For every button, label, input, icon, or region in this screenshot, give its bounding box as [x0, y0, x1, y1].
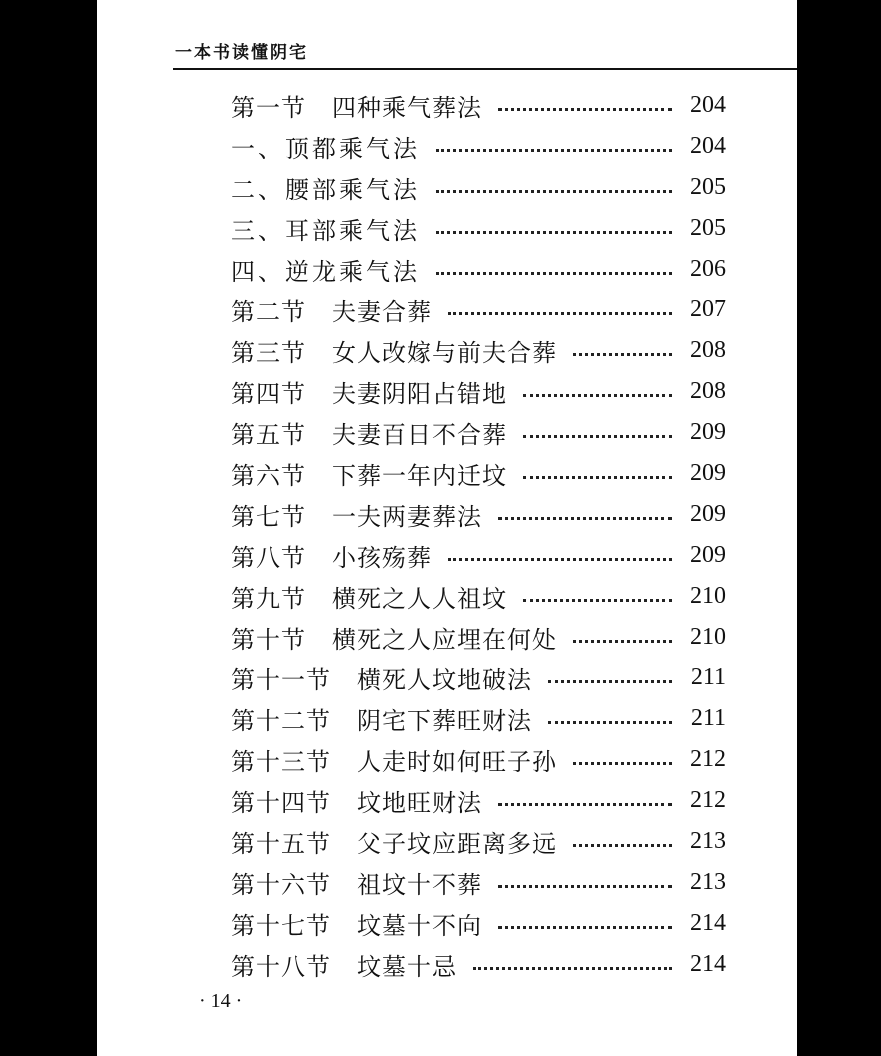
toc-dot-leader: [548, 680, 672, 683]
toc-entry-page: 214: [690, 950, 726, 977]
toc-entry-page: 210: [690, 623, 726, 650]
toc-entry-page: 212: [690, 787, 726, 814]
toc-dot-leader: [498, 108, 672, 111]
toc-entry-number: 第四节: [231, 380, 306, 409]
toc-entry: [231, 371, 726, 412]
toc-entry: [231, 862, 726, 903]
toc-entry-number: 第八节: [231, 543, 306, 572]
toc-entry: [231, 167, 726, 208]
toc-entry: [231, 617, 726, 658]
toc-dot-leader: [523, 394, 672, 397]
toc-dot-leader: [573, 353, 672, 356]
toc-entry: [231, 576, 726, 617]
toc-dot-leader: [498, 803, 672, 806]
toc-entry-number: 第二节: [231, 298, 306, 327]
toc-entry-title: 坟地旺财法: [357, 789, 482, 818]
toc-entry: [231, 249, 726, 290]
toc-dot-leader: [573, 844, 672, 847]
toc-dot-leader: [448, 312, 672, 315]
toc-entry-title: 女人改嫁与前夫合葬: [332, 339, 557, 368]
toc-entry-title: 横死人坟地破法: [357, 666, 532, 695]
toc-entry-page: 210: [690, 582, 726, 609]
toc-entry-title: 小孩殇葬: [332, 543, 432, 572]
toc-entry-title: 三、耳部乘气法: [231, 216, 420, 245]
toc-entry-page: 209: [690, 541, 726, 568]
toc-dot-leader: [573, 762, 672, 765]
toc-entry-title: 夫妻阴阳占错地: [332, 380, 507, 409]
toc-entry-page: 206: [690, 255, 726, 282]
page-number: · 14 ·: [199, 990, 243, 1012]
toc-entry-page: 205: [690, 173, 726, 200]
toc-entry-title: 坟墓十不向: [357, 911, 482, 940]
toc-entry: [231, 698, 726, 739]
toc-entry-title: 夫妻合葬: [332, 298, 432, 327]
toc-dot-leader: [523, 476, 672, 479]
toc-entry: [231, 126, 726, 167]
toc-dot-leader: [523, 435, 672, 438]
toc-entry: [231, 903, 726, 944]
toc-entry-number: 第五节: [231, 421, 306, 450]
toc-entry-page: 204: [690, 132, 726, 159]
toc-entry-page: 212: [690, 746, 726, 773]
toc-entry-title: 四种乘气葬法: [332, 93, 482, 122]
toc-entry-number: 第十六节: [231, 870, 331, 899]
toc-dot-leader: [436, 231, 672, 234]
toc-entry-number: 第十节: [231, 625, 306, 654]
toc-dot-leader: [436, 272, 672, 275]
toc-entry: [231, 657, 726, 698]
toc-entry: [231, 821, 726, 862]
toc-dot-leader: [498, 517, 672, 520]
toc-dot-leader: [498, 885, 672, 888]
toc-entry-number: 第十二节: [231, 707, 331, 736]
toc-entry-title: 下葬一年内迁坟: [332, 461, 507, 490]
toc-entry-page: 208: [690, 337, 726, 364]
toc-entry: [231, 494, 726, 535]
toc-dot-leader: [436, 149, 672, 152]
toc-entry-page: 211: [690, 664, 726, 691]
running-header: 一本书读懂阴宅: [175, 43, 308, 63]
toc-entry-page: 207: [690, 296, 726, 323]
toc-entry-title: 人走时如何旺子孙: [357, 748, 557, 777]
toc-entry: [231, 739, 726, 780]
toc-entry-number: 第七节: [231, 502, 306, 531]
toc-entry-page: 209: [690, 500, 726, 527]
book-page: [97, 0, 797, 1056]
toc-entry-number: 第十五节: [231, 829, 331, 858]
toc-entry-page: 208: [690, 378, 726, 405]
toc-entry-title: 四、逆龙乘气法: [231, 257, 420, 286]
table-of-contents: [231, 85, 726, 985]
toc-entry-number: 第三节: [231, 339, 306, 368]
toc-entry-title: 横死之人人祖坟: [332, 584, 507, 613]
header-rule: [173, 68, 797, 70]
toc-entry-number: 第十三节: [231, 748, 331, 777]
toc-entry-title: 一夫两妻葬法: [332, 502, 482, 531]
toc-dot-leader: [573, 640, 672, 643]
toc-entry-title: 祖坟十不葬: [357, 870, 482, 899]
toc-dot-leader: [448, 558, 672, 561]
toc-entry-title: 阴宅下葬旺财法: [357, 707, 532, 736]
toc-dot-leader: [548, 721, 672, 724]
toc-entry-number: 第十八节: [231, 952, 331, 981]
toc-entry-page: 214: [690, 909, 726, 936]
toc-entry-page: 211: [690, 705, 726, 732]
toc-dot-leader: [473, 967, 672, 970]
toc-entry-number: 第十七节: [231, 911, 331, 940]
toc-entry-page: 209: [690, 419, 726, 446]
toc-entry-title: 坟墓十忌: [357, 952, 457, 981]
toc-entry: [231, 944, 726, 985]
toc-entry: [231, 412, 726, 453]
toc-entry-number: 第六节: [231, 461, 306, 490]
toc-entry: [231, 208, 726, 249]
toc-entry-number: 第十一节: [231, 666, 331, 695]
toc-entry: [231, 780, 726, 821]
toc-entry-title: 夫妻百日不合葬: [332, 421, 507, 450]
toc-entry-number: 第九节: [231, 584, 306, 613]
toc-entry: [231, 453, 726, 494]
toc-entry: [231, 289, 726, 330]
toc-entry-title: 二、腰部乘气法: [231, 175, 420, 204]
toc-dot-leader: [498, 926, 672, 929]
toc-entry-number: 第十四节: [231, 789, 331, 818]
toc-dot-leader: [523, 599, 672, 602]
toc-dot-leader: [436, 190, 672, 193]
toc-entry-number: 第一节: [231, 93, 306, 122]
toc-entry-page: 205: [690, 214, 726, 241]
toc-entry-page: 204: [690, 91, 726, 118]
toc-entry-page: 213: [690, 827, 726, 854]
toc-entry-page: 209: [690, 459, 726, 486]
toc-entry: [231, 535, 726, 576]
toc-entry-title: 一、顶都乘气法: [231, 134, 420, 163]
toc-entry-title: 横死之人应埋在何处: [332, 625, 557, 654]
toc-entry: [231, 330, 726, 371]
toc-entry: [231, 85, 726, 126]
toc-entry-title: 父子坟应距离多远: [357, 829, 557, 858]
toc-entry-page: 213: [690, 868, 726, 895]
